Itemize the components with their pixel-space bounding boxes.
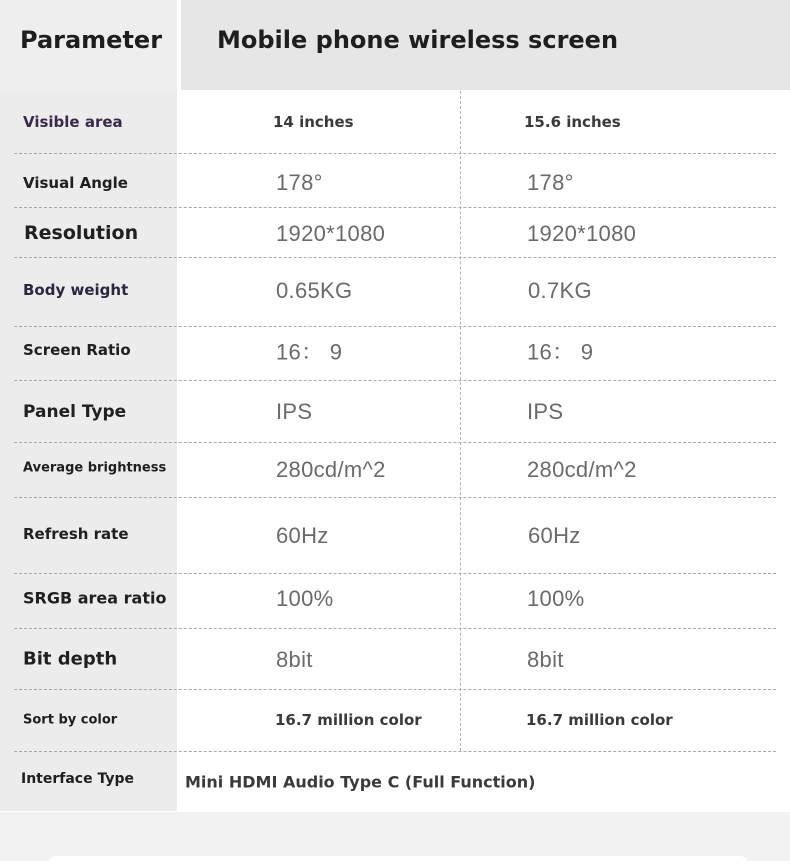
value-bit-depth-14: 8bit — [276, 647, 313, 672]
value-visual-angle-15: 178° — [527, 170, 574, 195]
value-body-weight-14: 0.65KG — [276, 278, 353, 303]
value-bit-depth-15: 8bit — [527, 647, 564, 672]
row-label-screen-ratio: Screen Ratio — [23, 341, 131, 359]
label-column — [0, 90, 177, 811]
row-label-interface-type: Interface Type — [21, 771, 135, 787]
row-label-resolution: Resolution — [24, 222, 139, 244]
value-screen-ratio-15: 16： 9 — [527, 339, 594, 365]
row-divider — [14, 497, 776, 498]
value-srgb-14: 100% — [276, 586, 334, 611]
footer-band — [0, 812, 790, 861]
value-refresh-rate-15: 60Hz — [528, 523, 581, 548]
value-panel-type-14: IPS — [276, 399, 313, 424]
row-divider — [14, 442, 776, 443]
value-interface-type: Mini HDMI Audio Type C (Full Function) — [185, 772, 536, 792]
value-brightness-15: 280cd/m^2 — [527, 457, 637, 482]
row-label-sort-by-color: Sort by color — [23, 712, 118, 728]
value-visible-area-15: 15.6 inches — [524, 113, 621, 131]
value-visible-area-14: 14 inches — [273, 113, 354, 131]
row-label-bit-depth: Bit depth — [23, 648, 118, 670]
parameter-heading: Parameter — [20, 26, 163, 54]
row-divider — [14, 380, 776, 381]
row-label-visual-angle: Visual Angle — [23, 174, 128, 192]
value-srgb-15: 100% — [527, 586, 585, 611]
value-brightness-14: 280cd/m^2 — [276, 457, 386, 482]
value-body-weight-15: 0.7KG — [528, 278, 592, 303]
row-label-panel-type: Panel Type — [23, 402, 127, 422]
row-divider — [14, 751, 776, 752]
footer-card-edge — [48, 856, 748, 866]
row-label-visible-area: Visible area — [23, 113, 123, 131]
value-color-14: 16.7 million color — [275, 711, 422, 729]
value-screen-ratio-14: 16： 9 — [276, 339, 343, 365]
row-divider — [14, 573, 776, 574]
row-divider — [14, 628, 776, 629]
product-title: Mobile phone wireless screen — [217, 26, 619, 54]
row-label-body-weight: Body weight — [23, 281, 129, 299]
value-resolution-14: 1920*1080 — [276, 221, 386, 246]
row-divider — [14, 326, 776, 327]
row-divider — [14, 207, 776, 208]
value-panel-type-15: IPS — [527, 399, 564, 424]
row-label-srgb-area-ratio: SRGB area ratio — [23, 588, 167, 608]
row-divider — [14, 689, 776, 690]
value-color-15: 16.7 million color — [526, 711, 673, 729]
row-label-refresh-rate: Refresh rate — [23, 525, 129, 543]
value-refresh-rate-14: 60Hz — [276, 523, 329, 548]
row-divider — [14, 257, 776, 258]
row-divider — [14, 153, 776, 154]
value-visual-angle-14: 178° — [276, 170, 323, 195]
column-divider — [460, 91, 461, 751]
row-label-average-brightness: Average brightness — [23, 460, 167, 476]
value-resolution-15: 1920*1080 — [527, 221, 637, 246]
